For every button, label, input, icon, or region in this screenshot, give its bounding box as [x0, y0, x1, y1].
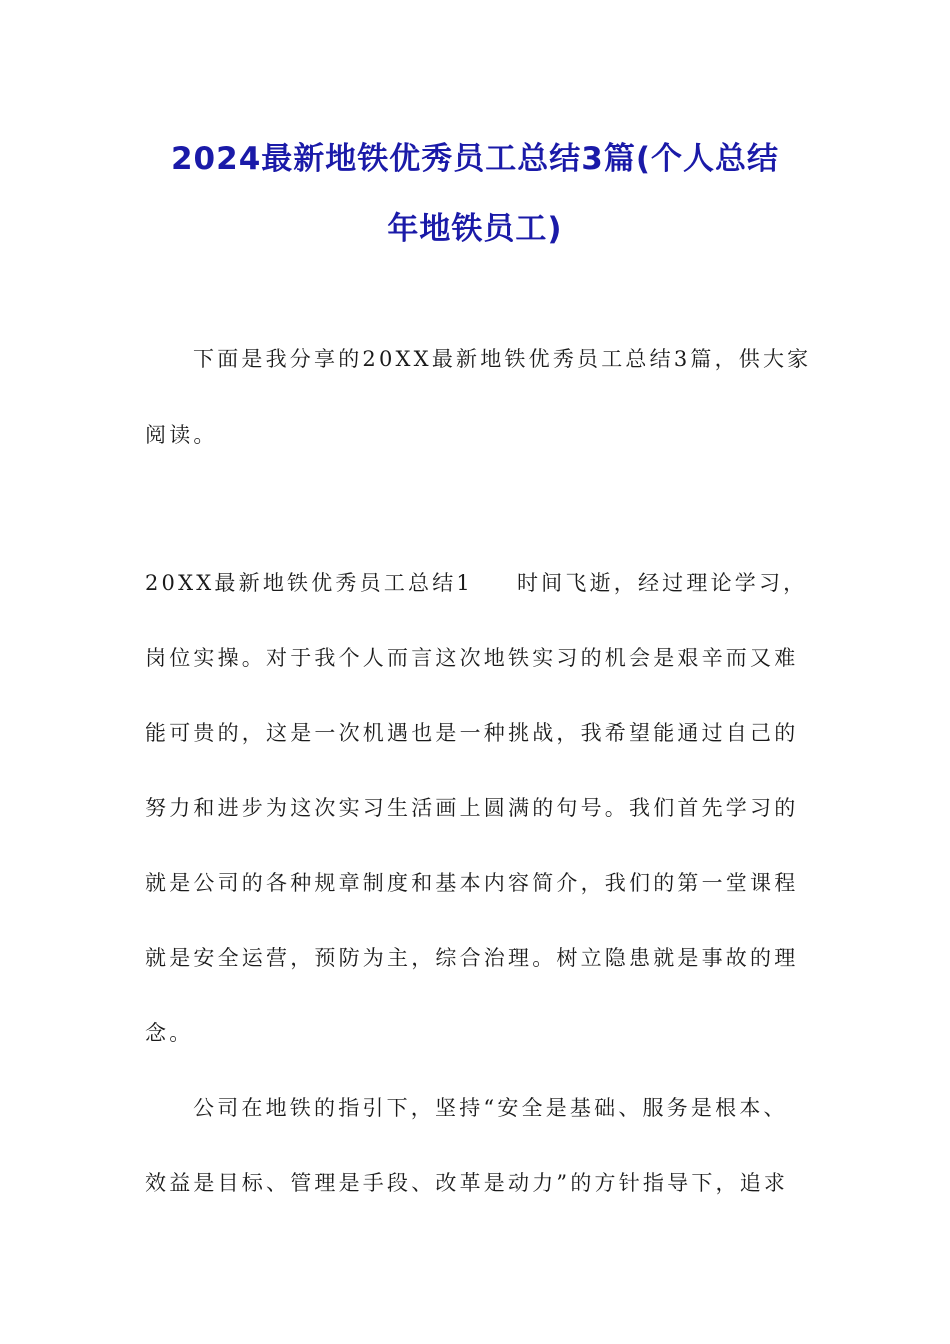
section-1-line: 岗位实操。对于我个人而言这次地铁实习的机会是艰辛而又难 — [145, 646, 799, 670]
paragraph-2-line-1: 公司在地铁的指引下，坚持“安全是基础、服务是根本、 — [193, 1096, 788, 1120]
paragraph-2-line-2: 效益是目标、管理是手段、改革是动力”的方针指导下，追求 — [145, 1171, 789, 1195]
document-title-line-2: 年地铁员工) — [387, 211, 563, 247]
section-1-first-line — [145, 568, 810, 598]
section-1-first-text: 时间飞逝，经过理论学习， — [516, 571, 808, 595]
section-1-line: 努力和进步为这次实习生活画上圆满的句号。我们首先学习的 — [145, 796, 799, 820]
section-1-line: 就是安全运营，预防为主，综合治理。树立隐患就是事故的理 — [145, 946, 799, 970]
intro-line-1: 下面是我分享的20XX最新地铁优秀员工总结3篇，供大家 — [193, 347, 812, 371]
document-title-line-1: 2024最新地铁优秀员工总结3篇(个人总结 — [170, 141, 779, 177]
section-1-line: 能可贵的，这是一次机遇也是一种挑战，我希望能通过自己的 — [145, 721, 799, 745]
section-1-line: 念。 — [145, 1021, 194, 1045]
section-1-heading: 20XX最新地铁优秀员工总结1 — [145, 571, 473, 595]
intro-line-2: 阅读。 — [145, 423, 218, 447]
section-1-line: 就是公司的各种规章制度和基本内容简介，我们的第一堂课程 — [145, 871, 799, 895]
